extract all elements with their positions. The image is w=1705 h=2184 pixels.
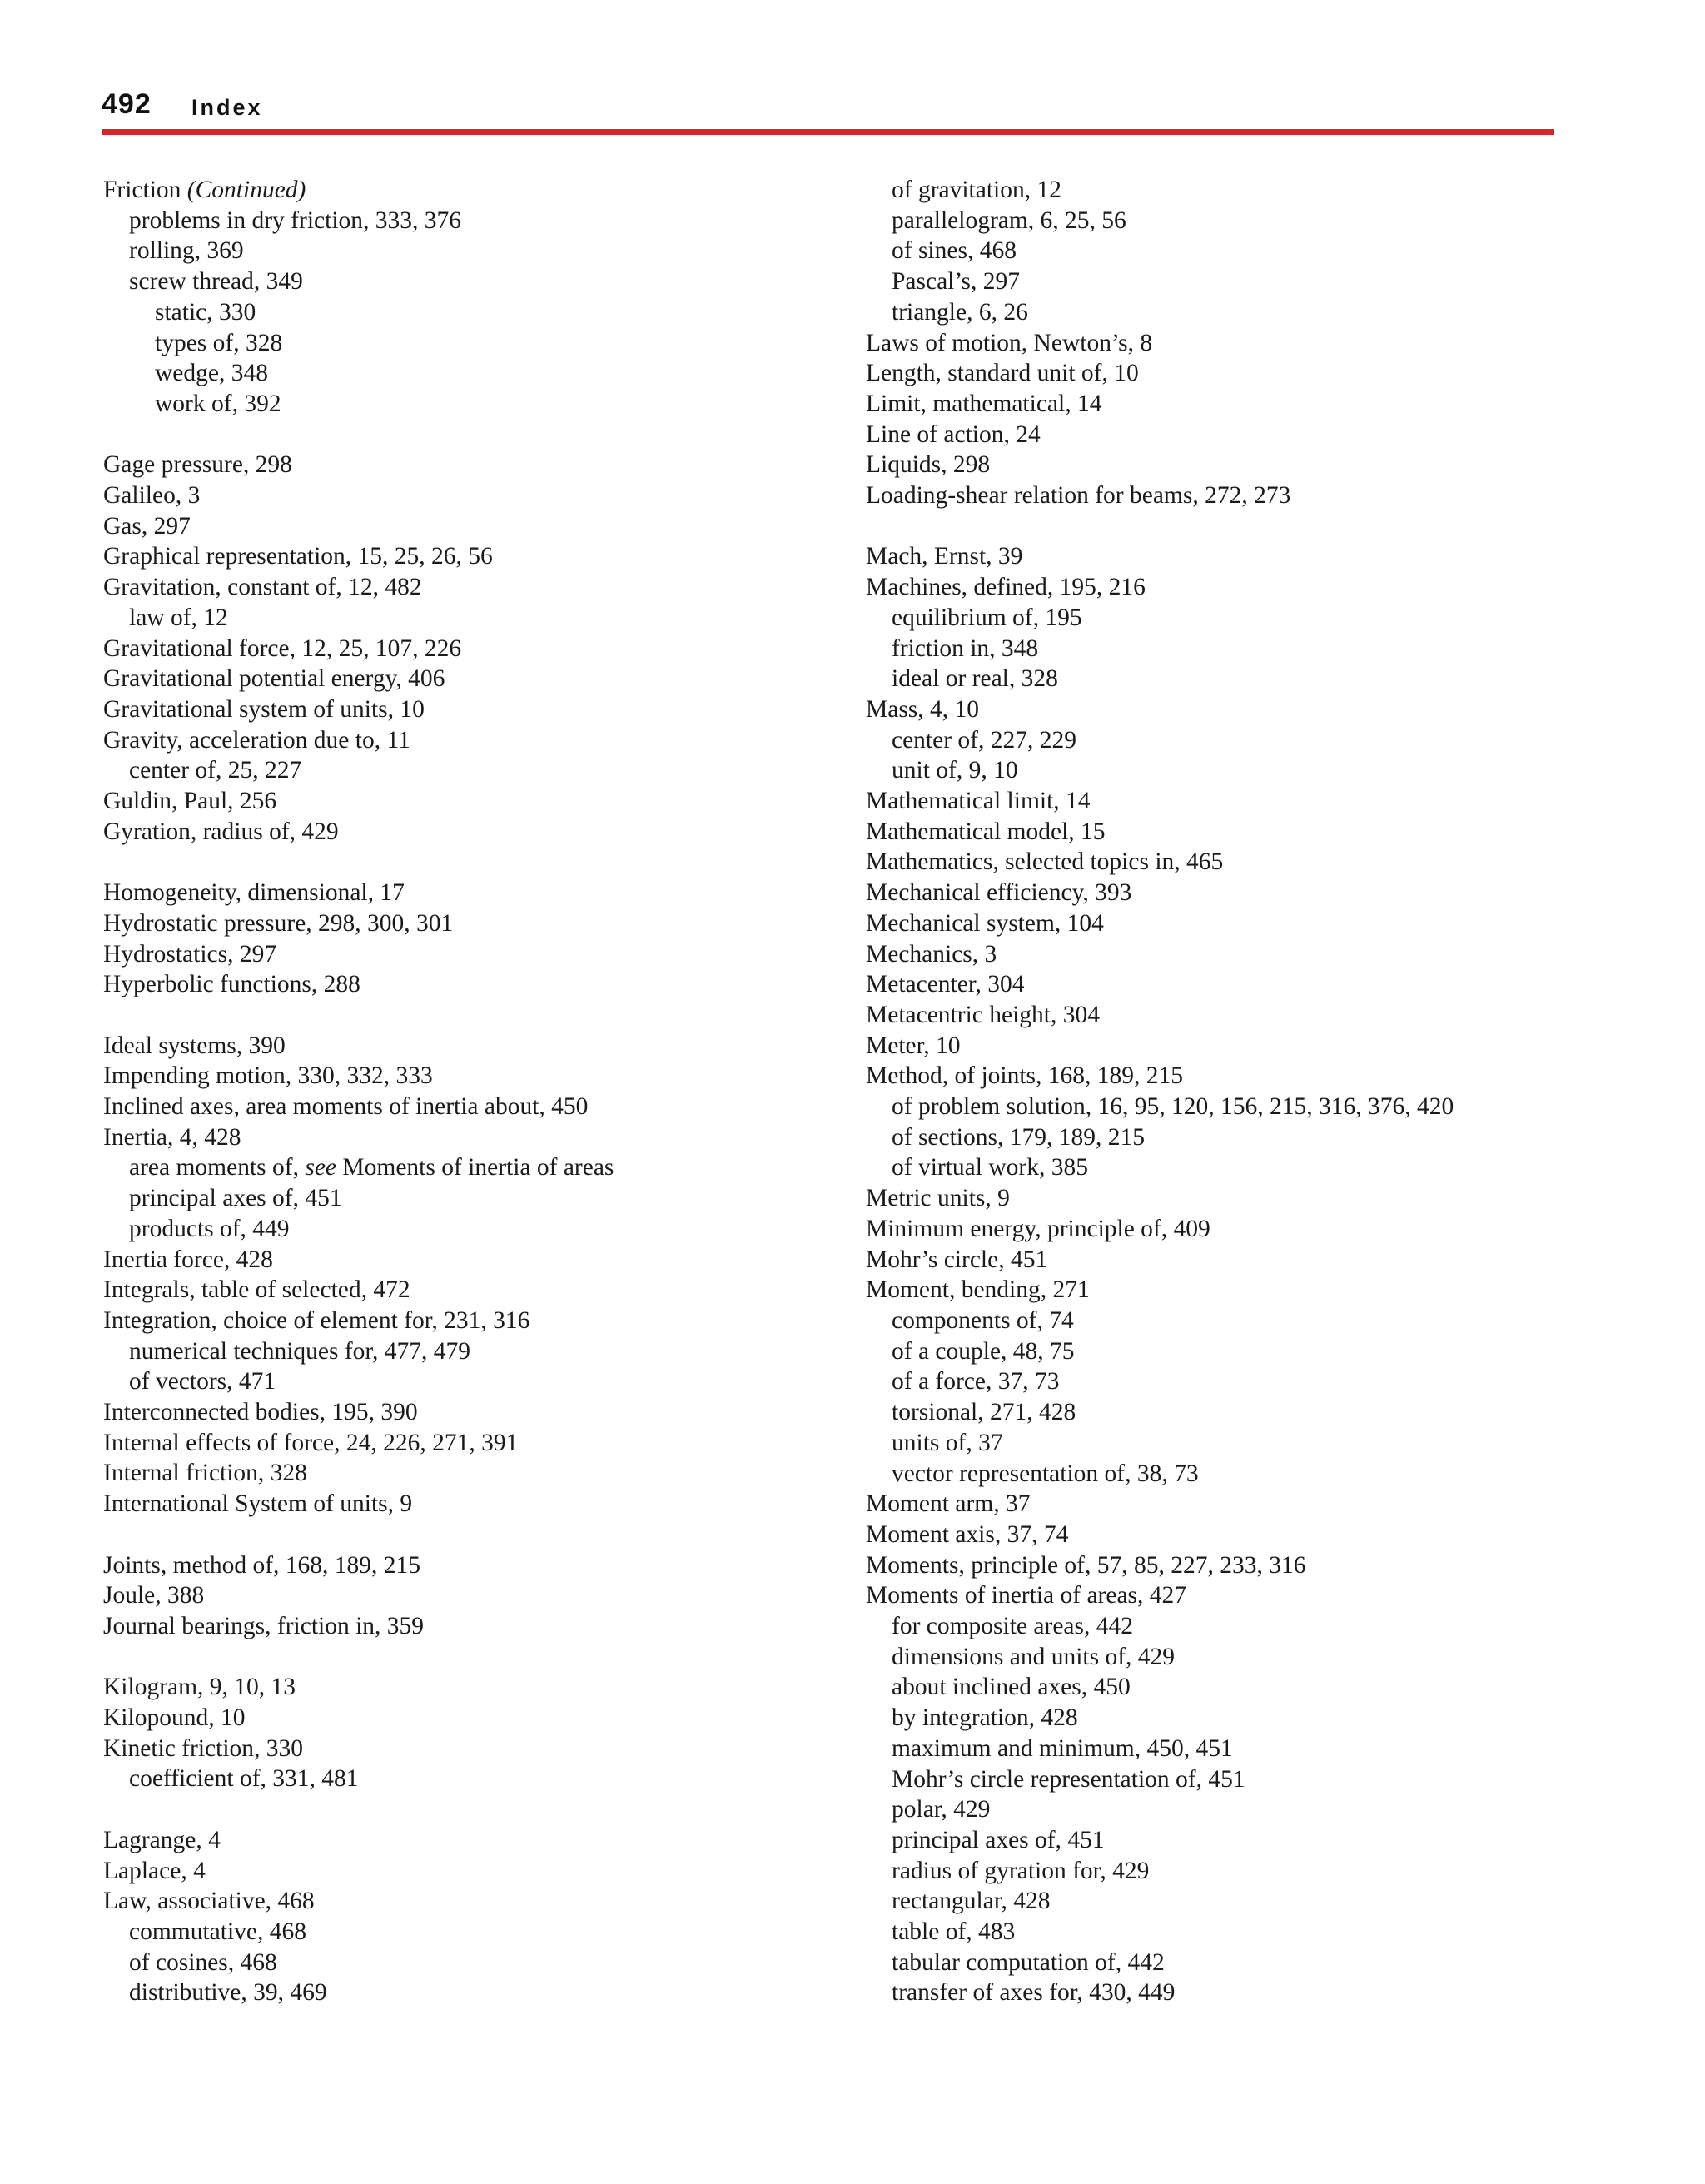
index-entry-text: maximum and minimum, 450, 451 <box>892 1734 1233 1762</box>
index-entry-text: coefficient of, 331, 481 <box>129 1765 359 1793</box>
index-entry-text: Lagrange, 4 <box>103 1826 221 1853</box>
index-entry-text: Integration, choice of element for, 231, 316 <box>103 1306 530 1334</box>
index-entry <box>103 817 852 848</box>
index-subentry <box>866 1152 1598 1183</box>
index-entry-text: Mass, 4, 10 <box>866 695 980 723</box>
index-entry-text: Minimum energy, principle of, 409 <box>866 1215 1210 1242</box>
index-subentry <box>103 1764 852 1794</box>
index-subentry <box>103 603 852 634</box>
index-entry-text: friction in, 348 <box>892 634 1039 662</box>
index-entry <box>866 1000 1598 1031</box>
index-entry <box>866 847 1598 878</box>
index-subentry <box>866 1428 1598 1459</box>
index-subentry <box>103 328 852 359</box>
index-entry-text: Kilogram, 9, 10, 13 <box>103 1674 296 1701</box>
index-subentry <box>103 1948 852 1978</box>
index-subentry <box>866 175 1598 206</box>
index-subentry <box>866 1397 1598 1428</box>
index-entry <box>103 1734 852 1764</box>
index-subentry <box>103 1183 852 1214</box>
index-entry-text: of a couple, 48, 75 <box>892 1337 1075 1365</box>
index-entry-text: Kinetic friction, 330 <box>103 1734 304 1762</box>
index-entry <box>103 1550 852 1581</box>
index-entry-text: center of, 227, 229 <box>892 726 1076 754</box>
index-subentry <box>866 1917 1598 1948</box>
index-entry-text: units of, 37 <box>892 1429 1003 1456</box>
index-entry-text: Moments of inertia of areas <box>342 1154 614 1182</box>
index-subentry <box>866 297 1598 328</box>
index-subentry <box>866 1734 1598 1764</box>
index-entry-text: wedge, 348 <box>155 360 268 387</box>
index-entry <box>103 1825 852 1856</box>
index-entry <box>103 1245 852 1276</box>
index-entry-text: Moment, bending, 271 <box>866 1276 1090 1304</box>
index-entry-text: screw thread, 349 <box>129 268 303 296</box>
index-entry-text: Friction <box>103 177 181 203</box>
index-entry-text: for composite areas, 442 <box>892 1613 1133 1640</box>
index-column-left <box>103 175 852 2008</box>
index-entry <box>103 1489 852 1520</box>
index-entry-text: Mechanics, 3 <box>866 940 997 968</box>
index-entry <box>866 480 1598 511</box>
index-entry <box>103 1092 852 1122</box>
index-entry-text: Length, standard unit of, 10 <box>866 360 1139 387</box>
index-entry <box>866 358 1598 389</box>
index-entry <box>103 572 852 603</box>
index-entry <box>866 1031 1598 1062</box>
index-subentry <box>866 725 1598 756</box>
index-entry <box>103 634 852 664</box>
index-entry-text: Hydrostatics, 297 <box>103 940 277 968</box>
index-entry-text: Mathematical limit, 14 <box>866 788 1091 815</box>
index-entry <box>866 541 1598 572</box>
page-header <box>102 88 1554 135</box>
index-subentry <box>866 1642 1598 1673</box>
index-subentry <box>866 1886 1598 1917</box>
index-subentry <box>866 1366 1598 1397</box>
index-entry-text: polar, 429 <box>892 1796 991 1823</box>
index-entry-text: table of, 483 <box>892 1918 1016 1946</box>
index-entry-text: components of, 74 <box>892 1307 1074 1334</box>
index-entry-text: equilibrium of, 195 <box>892 604 1082 631</box>
index-entry-text: Gravity, acceleration due to, 11 <box>103 726 410 754</box>
index-subentry <box>866 1092 1598 1122</box>
index-entry <box>103 1458 852 1489</box>
index-subentry <box>103 358 852 389</box>
index-subentry <box>866 206 1598 236</box>
index-entry-text: Gravitation, constant of, 12, 482 <box>103 574 422 601</box>
index-entry <box>103 694 852 725</box>
index-entry-text: numerical techniques for, 477, 479 <box>129 1337 471 1365</box>
index-entry-text: Mohr’s circle representation of, 451 <box>892 1765 1245 1793</box>
index-entry-text: Machines, defined, 195, 216 <box>866 574 1146 601</box>
index-entry-text: law of, 12 <box>129 604 228 631</box>
index-entry-text: tabular computation of, 442 <box>892 1948 1165 1976</box>
index-entry <box>103 1703 852 1734</box>
index-entry-text: of gravitation, 12 <box>892 177 1061 203</box>
index-entry-text: Impending motion, 330, 332, 333 <box>103 1062 433 1090</box>
index-entry-text: Joints, method of, 168, 189, 215 <box>103 1551 421 1579</box>
index-entry-text: Metacenter, 304 <box>866 971 1025 998</box>
index-entry <box>866 1550 1598 1581</box>
index-entry-text: Limit, mathematical, 14 <box>866 390 1102 417</box>
index-entry <box>103 786 852 817</box>
index-entry <box>866 389 1598 420</box>
index-entry <box>103 541 852 572</box>
index-entry <box>103 175 852 206</box>
index-entry-text: by integration, 428 <box>892 1704 1078 1732</box>
index-entry-text: of a force, 37, 73 <box>892 1368 1060 1395</box>
index-entry-text: Meter, 10 <box>866 1032 961 1059</box>
index-subentry <box>103 1152 852 1183</box>
index-entry-text: vector representation of, 38, 73 <box>892 1460 1199 1487</box>
index-subentry <box>103 266 852 297</box>
index-entry-text: Mathematical model, 15 <box>866 818 1106 845</box>
index-subentry <box>103 1214 852 1245</box>
index-entry-text: static, 330 <box>155 298 256 326</box>
index-subentry <box>866 1978 1598 2008</box>
index-entry-text: Inertia, 4, 428 <box>103 1123 241 1151</box>
index-entry <box>866 878 1598 908</box>
index-entry-text: of virtual work, 385 <box>892 1154 1088 1182</box>
index-entry <box>103 1856 852 1887</box>
index-entry <box>103 969 852 1000</box>
index-subentry <box>103 297 852 328</box>
index-entry <box>103 511 852 542</box>
index-entry <box>103 480 852 511</box>
page-number: 492 <box>102 88 152 120</box>
index-entry <box>103 1275 852 1306</box>
index-entry-text: commutative, 468 <box>129 1918 307 1945</box>
index-entry <box>103 939 852 970</box>
index-letter-gap <box>103 1642 852 1673</box>
index-entry-text: Laplace, 4 <box>103 1857 206 1884</box>
index-entry-text: Moments of inertia of areas, 427 <box>866 1582 1187 1609</box>
index-entry-text: Gravitational system of units, 10 <box>103 695 425 723</box>
index-entry <box>866 1061 1598 1092</box>
index-entry-text: Inertia force, 428 <box>103 1246 273 1273</box>
index-letter-gap <box>103 1000 852 1031</box>
header-rule <box>102 129 1554 135</box>
index-entry-text: Liquids, 298 <box>866 451 991 479</box>
index-subentry <box>103 755 852 786</box>
index-entry-text: Internal friction, 328 <box>103 1460 307 1487</box>
index-letter-gap <box>103 847 852 878</box>
index-entry <box>103 725 852 756</box>
index-entry-text: Mach, Ernst, 39 <box>866 543 1023 570</box>
index-entry <box>103 1580 852 1611</box>
index-entry-text: Hyperbolic functions, 288 <box>103 971 360 998</box>
index-entry <box>103 1886 852 1917</box>
index-entry <box>866 328 1598 359</box>
index-subentry <box>866 1122 1598 1153</box>
index-entry <box>866 908 1598 939</box>
index-entry-text: radius of gyration for, 429 <box>892 1857 1150 1884</box>
index-entry-text: of sections, 179, 189, 215 <box>892 1123 1145 1151</box>
index-letter-gap <box>103 1794 852 1825</box>
index-entry-text: Method, of joints, 168, 189, 215 <box>866 1062 1184 1090</box>
index-subentry <box>866 755 1598 786</box>
index-subentry <box>866 1459 1598 1490</box>
index-subentry <box>866 1948 1598 1978</box>
index-entry-text: International System of units, 9 <box>103 1490 413 1518</box>
index-entry <box>866 1489 1598 1520</box>
index-entry-text: types of, 328 <box>155 329 283 356</box>
index-entry-text: center of, 25, 227 <box>129 757 302 784</box>
index-entry-text: Integrals, table of selected, 472 <box>103 1276 410 1304</box>
index-entry <box>866 1275 1598 1306</box>
index-entry-text: Gyration, radius of, 429 <box>103 818 339 845</box>
index-entry <box>103 1672 852 1703</box>
index-entry-text: about inclined axes, 450 <box>892 1674 1131 1701</box>
index-entry <box>103 1122 852 1153</box>
index-entry <box>866 694 1598 725</box>
index-subentry <box>103 1978 852 2008</box>
index-subentry <box>866 664 1598 694</box>
index-subentry <box>866 634 1598 664</box>
index-subentry <box>103 1336 852 1367</box>
index-entry <box>866 1214 1598 1245</box>
index-entry-text: Gravitational force, 12, 25, 107, 226 <box>103 634 462 662</box>
index-entry <box>103 1306 852 1336</box>
index-entry-text: unit of, 9, 10 <box>892 757 1018 784</box>
index-entry-text: of sines, 468 <box>892 237 1017 265</box>
index-entry-text: Moment arm, 37 <box>866 1490 1031 1518</box>
index-entry-text: Moment axis, 37, 74 <box>866 1520 1069 1548</box>
index-entry <box>103 664 852 694</box>
index-entry-text: Gravitational potential energy, 406 <box>103 665 445 693</box>
index-subentry <box>866 236 1598 266</box>
index-entry-text: Guldin, Paul, 256 <box>103 788 277 815</box>
index-entry-text: principal axes of, 451 <box>892 1826 1105 1853</box>
index-entry-text: Homogeneity, dimensional, 17 <box>103 879 405 907</box>
index-entry-text: Laws of motion, Newton’s, 8 <box>866 329 1153 356</box>
index-entry <box>866 450 1598 480</box>
index-entry <box>103 1397 852 1428</box>
index-entry-text: distributive, 39, 469 <box>129 1979 327 2007</box>
index-entry-text: Galileo, 3 <box>103 482 201 510</box>
index-entry-text: Journal bearings, friction in, 359 <box>103 1612 425 1639</box>
index-entry-text: Line of action, 24 <box>866 420 1041 448</box>
index-subentry <box>103 389 852 420</box>
index-entry-text: Joule, 388 <box>103 1582 205 1609</box>
index-entry-text: ideal or real, 328 <box>892 665 1058 693</box>
index-entry <box>866 420 1598 450</box>
index-subentry <box>866 1611 1598 1642</box>
index-entry <box>866 1580 1598 1611</box>
index-subentry <box>103 1366 852 1397</box>
index-letter-gap <box>103 420 852 450</box>
index-subentry <box>866 1825 1598 1856</box>
index-entry-text: of cosines, 468 <box>129 1948 277 1976</box>
index-entry-text: products of, 449 <box>129 1215 290 1242</box>
index-entry <box>866 939 1598 970</box>
index-entry <box>866 1183 1598 1214</box>
index-entry <box>866 817 1598 848</box>
index-entry-text: parallelogram, 6, 25, 56 <box>892 206 1126 234</box>
index-entry-text: Law, associative, 468 <box>103 1888 315 1915</box>
index-subentry <box>103 236 852 266</box>
index-entry-text: Gage pressure, 298 <box>103 451 292 479</box>
index-subentry <box>866 1306 1598 1336</box>
index-entry <box>103 908 852 939</box>
index-entry-text: rolling, 369 <box>129 237 244 265</box>
index-column-right <box>866 175 1598 2008</box>
index-letter-gap <box>103 1520 852 1550</box>
index-entry-text: Mechanical system, 104 <box>866 909 1104 937</box>
index-subentry <box>866 1856 1598 1887</box>
index-entry <box>866 786 1598 817</box>
index-entry <box>103 1061 852 1092</box>
index-entry <box>103 1031 852 1062</box>
index-entry-text: principal axes of, 451 <box>129 1185 342 1212</box>
index-letter-gap <box>866 511 1598 542</box>
index-subentry <box>866 1336 1598 1367</box>
index-entry-text: Pascal’s, 297 <box>892 268 1021 296</box>
index-entry-text: Metacentric height, 304 <box>866 1001 1100 1028</box>
index-entry-text: Mechanical efficiency, 393 <box>866 879 1132 907</box>
index-entry-text: transfer of axes for, 430, 449 <box>892 1979 1176 2007</box>
index-entry-text: of problem solution, 16, 95, 120, 156, 215, 316, 376, 420 <box>892 1093 1454 1121</box>
index-entry-text: Metric units, 9 <box>866 1185 1010 1212</box>
index-entry-text: dimensions and units of, 429 <box>892 1643 1176 1670</box>
index-subentry <box>866 266 1598 297</box>
index-entry <box>866 1520 1598 1550</box>
running-head: Index <box>191 95 263 120</box>
index-entry-text: of vectors, 471 <box>129 1368 276 1395</box>
index-entry <box>103 450 852 480</box>
index-entry-text: Graphical representation, 15, 25, 26, 56 <box>103 543 493 570</box>
index-entry <box>103 1611 852 1642</box>
index-entry-text: Ideal systems, 390 <box>103 1032 286 1059</box>
index-subentry <box>103 206 852 236</box>
index-entry-emphasis: see <box>305 1154 337 1182</box>
index-entry <box>866 1245 1598 1276</box>
index-entry-text: Mathematics, selected topics in, 465 <box>866 848 1224 876</box>
index-entry-text: Gas, 297 <box>103 512 191 540</box>
index-entry-text: Inclined axes, area moments of inertia about, 450 <box>103 1093 589 1121</box>
index-entry <box>103 878 852 908</box>
index-entry-text: Interconnected bodies, 195, 390 <box>103 1399 418 1426</box>
index-entry-text: triangle, 6, 26 <box>892 298 1028 326</box>
index-entry-text: area moments of, <box>129 1154 299 1182</box>
index-subentry <box>103 1917 852 1948</box>
index-subentry <box>866 1794 1598 1825</box>
index-subentry <box>866 1672 1598 1703</box>
index-subentry <box>866 603 1598 634</box>
index-entry-text: rectangular, 428 <box>892 1888 1051 1915</box>
index-entry-text: work of, 392 <box>155 390 281 417</box>
index-subentry <box>866 1764 1598 1795</box>
index-entry <box>866 572 1598 603</box>
index-entry-text: Mohr’s circle, 451 <box>866 1246 1048 1273</box>
index-entry <box>866 969 1598 1000</box>
index-entry-text: Kilopound, 10 <box>103 1704 246 1732</box>
index-entry <box>103 1428 852 1459</box>
index-subentry <box>866 1703 1598 1734</box>
index-entry-text: torsional, 271, 428 <box>892 1399 1076 1426</box>
index-entry-text: Internal effects of force, 24, 226, 271, 391 <box>103 1429 519 1456</box>
index-entry-emphasis: (Continued) <box>186 177 306 203</box>
index-entry-text: Hydrostatic pressure, 298, 300, 301 <box>103 909 454 937</box>
index-entry-text: Moments, principle of, 57, 85, 227, 233, 316 <box>866 1551 1306 1579</box>
index-entry-text: Loading-shear relation for beams, 272, 273 <box>866 482 1291 510</box>
index-entry-text: problems in dry friction, 333, 376 <box>129 206 462 234</box>
